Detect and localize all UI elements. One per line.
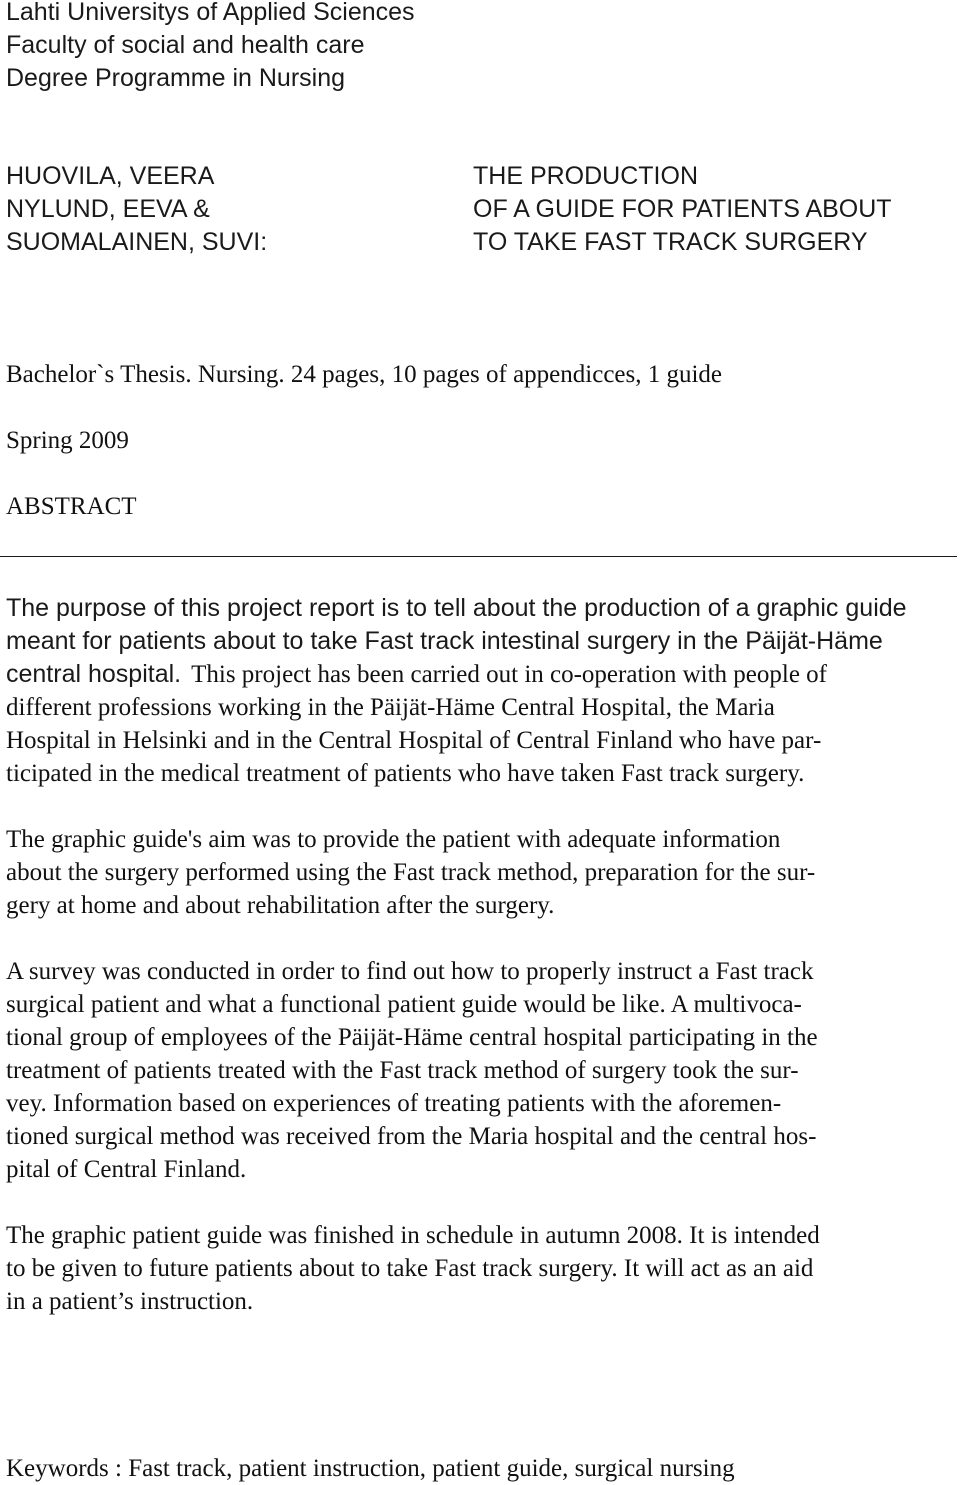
paragraph-line: A survey was conducted in order to find out how to properly instruct a Fast track xyxy=(6,958,814,985)
author-line: NYLUND, EEVA & xyxy=(6,195,210,223)
title-line: OF A GUIDE FOR PATIENTS ABOUT xyxy=(473,195,892,223)
section-heading: ABSTRACT xyxy=(6,493,137,520)
keywords: Keywords : Fast track, patient instruction, patient guide, surgical nursing xyxy=(6,1455,735,1482)
paragraph-line: ticipated in the medical treatment of patients who have taken Fast track surgery. xyxy=(6,760,805,787)
paragraph-line: The graphic patient guide was finished in schedule in autumn 2008. It is intended xyxy=(6,1222,820,1249)
paragraph-line: different professions working in the Päijät-Häme Central Hospital, the Maria xyxy=(6,694,775,721)
abstract-paragraph-1 xyxy=(6,592,907,691)
paragraph-line: This project has been carried out in co-operation with people of xyxy=(191,661,827,688)
institution-header xyxy=(6,0,415,95)
paragraph-line: about the surgery performed using the Fast track method, preparation for the sur- xyxy=(6,859,816,886)
paragraph-line: vey. Information based on experiences of treating patients with the aforemen- xyxy=(6,1090,782,1117)
authors xyxy=(6,160,267,259)
paragraph-line: to be given to future patients about to take Fast track surgery. It will act as an aid xyxy=(6,1255,814,1282)
paragraph-line: treatment of patients treated with the Fast track method of surgery took the sur- xyxy=(6,1057,799,1084)
university-name: Lahti Universitys of Applied Sciences xyxy=(6,0,415,26)
abstract-paragraph-4 xyxy=(6,1219,820,1318)
author-line: HUOVILA, VEERA xyxy=(6,162,215,190)
paragraph-line: meant for patients about to take Fast track intestinal surgery in the Päijät-Häme xyxy=(6,627,883,655)
thesis-title xyxy=(473,160,892,259)
paragraph-line: The graphic guide's aim was to provide the patient with adequate information xyxy=(6,826,781,853)
paragraph-line: The purpose of this project report is to tell about the production of a graphic guide xyxy=(6,594,907,622)
author-line: SUOMALAINEN, SUVI: xyxy=(6,228,268,256)
paragraph-line: Hospital in Helsinki and in the Central Hospital of Central Finland who have par- xyxy=(6,727,822,754)
term: Spring 2009 xyxy=(6,427,129,454)
paragraph-line: pital of Central Finland. xyxy=(6,1156,247,1183)
paragraph-line: surgical patient and what a functional patient guide would be like. A multivoca- xyxy=(6,991,802,1018)
faculty-name: Faculty of social and health care xyxy=(6,31,365,59)
abstract-paragraph-1-continued xyxy=(6,691,821,790)
paragraph-line: in a patient’s instruction. xyxy=(6,1288,254,1315)
paragraph-line: central hospital. xyxy=(6,660,182,688)
thesis-info: Bachelor`s Thesis. Nursing. 24 pages, 10 pages of appendicces, 1 guide xyxy=(6,361,723,388)
paragraph-line: gery at home and about rehabilitation after the surgery. xyxy=(6,892,555,919)
paragraph-line: tioned surgical method was received from the Maria hospital and the central hos- xyxy=(6,1123,817,1150)
abstract-paragraph-2 xyxy=(6,823,815,922)
degree-programme: Degree Programme in Nursing xyxy=(6,64,346,92)
title-line: THE PRODUCTION xyxy=(473,162,698,190)
abstract-paragraph-3 xyxy=(6,955,818,1186)
title-line: TO TAKE FAST TRACK SURGERY xyxy=(473,228,868,256)
paragraph-line: tional group of employees of the Päijät-Häme central hospital participating in the xyxy=(6,1024,818,1051)
divider-line xyxy=(0,556,957,557)
